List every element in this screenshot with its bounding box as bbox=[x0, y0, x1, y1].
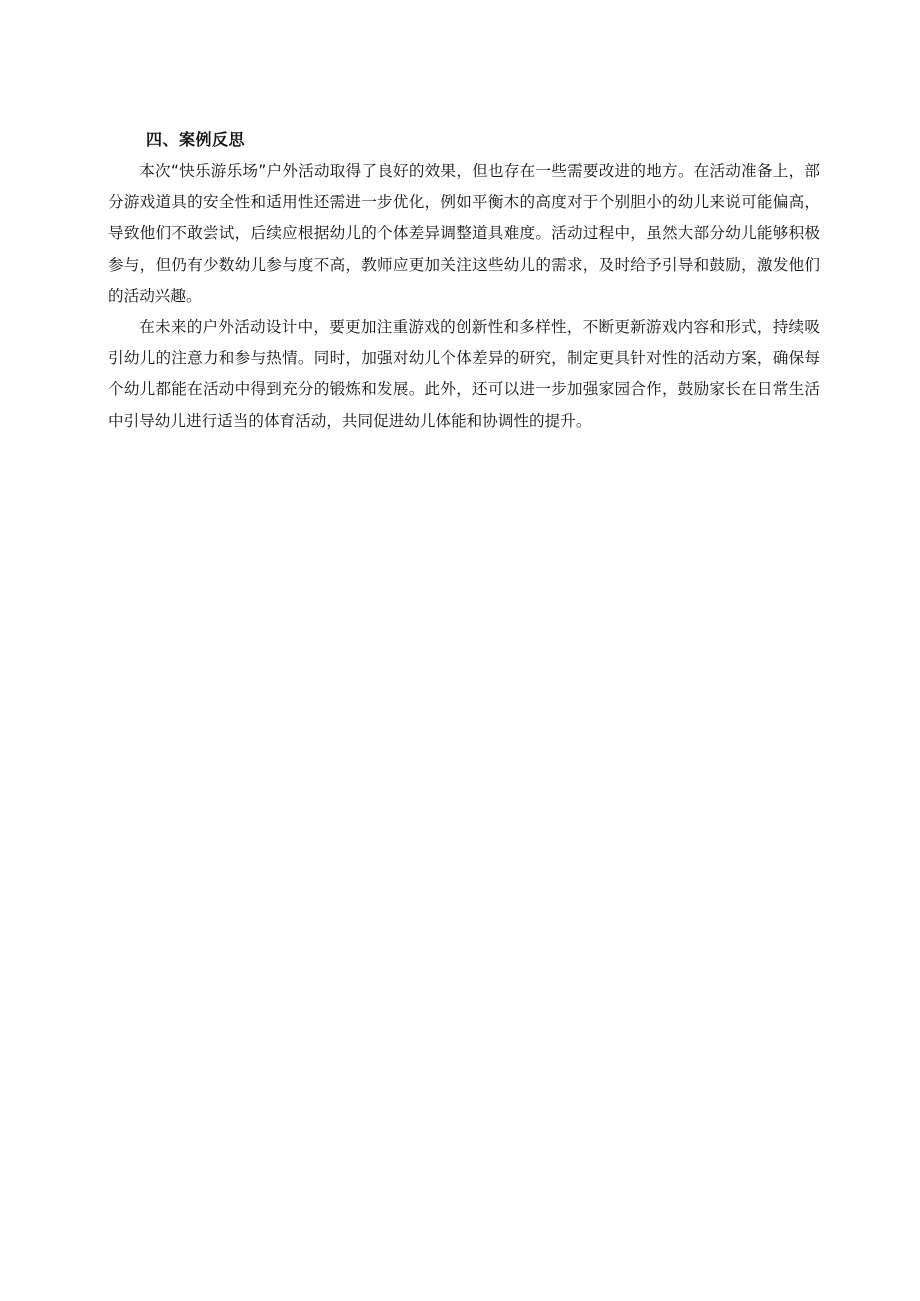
section-heading: 四、案例反思 bbox=[146, 130, 246, 149]
paragraph-future-plans: 在未来的户外活动设计中，要更加注重游戏的创新性和多样性，不断更新游戏内容和形式，持续吸引幼儿的注意力和参与热情。同时，加强对幼儿个体差异的研究，制定更具针对性的活动方案，确保每个幼儿都能在活动中得到充分的锻炼和发展。此外，还可以进一步加强家园合作，鼓励家长在日常生活中引导幼儿进行适当的体育活动，共同促进幼儿体能和协调性的提升。 bbox=[108, 318, 820, 430]
document-body bbox=[108, 124, 820, 437]
paragraph-reflection: 本次“快乐游乐场”户外活动取得了良好的效果，但也存在一些需要改进的地方。在活动准备上，部分游戏道具的安全性和适用性还需进一步优化，例如平衡木的高度对于个别胆小的幼儿来说可能偏高，导致他们不敢尝试，后续应根据幼儿的个体差异调整道具难度。活动过程中，虽然大部分幼儿能够积极参与，但仍有少数幼儿参与度不高，教师应更加关注这些幼儿的需求，及时给予引导和鼓励，激发他们的活动兴趣。 bbox=[108, 162, 820, 305]
